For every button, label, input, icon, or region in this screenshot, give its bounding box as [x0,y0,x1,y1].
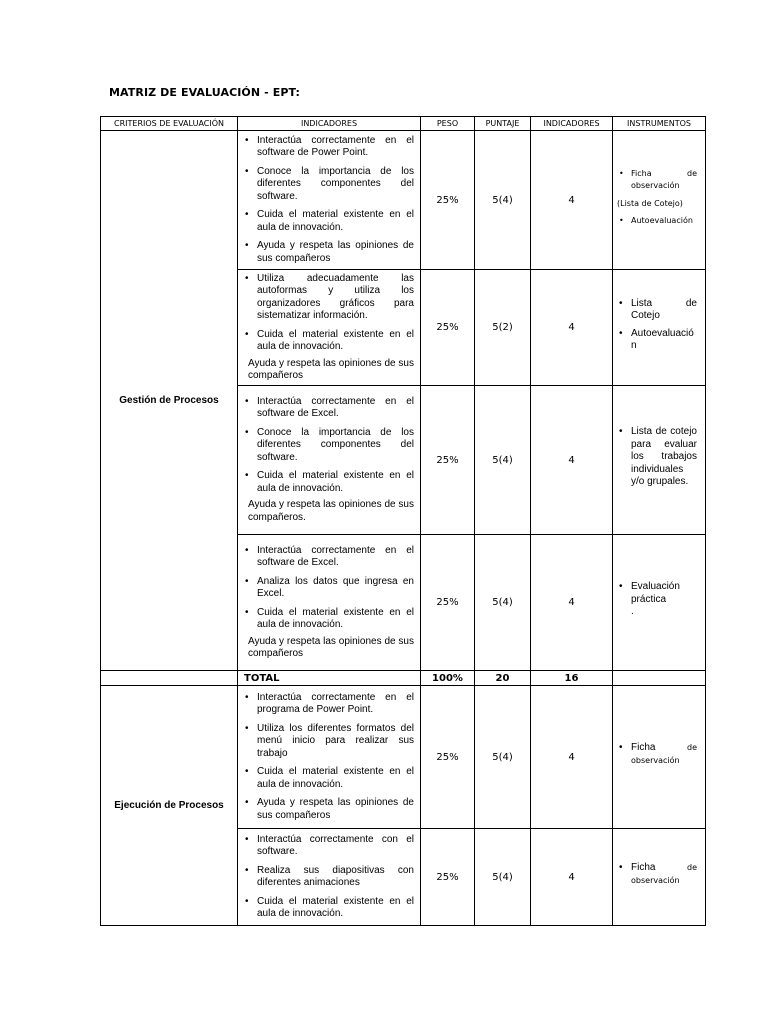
instrument-word: • Autoevaluació [631,327,694,339]
instruments-cell [613,535,706,671]
instrument-note: (Lista de Cotejo) [617,198,683,208]
indicator-item: • Interactúa correctamente en el software de Excel. [242,545,414,570]
indicator-item: • Cuida el material existente en el aula de innovación. [242,766,414,791]
instruments-cell [613,386,706,535]
indicator-item: • Interactúa correctamente con el software. [242,834,414,859]
indicator-plain: Ayuda y respeta las opiniones de sus compañeros [248,635,414,659]
header-peso: PESO [421,117,475,131]
indicator-item: • Cuida el material existente en el aula de innovación. [242,607,414,632]
header-row [101,117,706,131]
peso-cell: 25% [421,686,475,829]
puntaje-cell: 5(4) [475,386,531,535]
instrument-word: • Ficha [631,862,656,873]
puntaje-cell: 5(4) [475,686,531,829]
indicator-cell [238,386,421,535]
indicadores-cell: 4 [531,686,613,829]
instrument-item [617,581,697,619]
indicator-item: • Ayuda y respeta las opiniones de sus compañeros [242,797,414,822]
instrument-word: • Lista [631,297,653,309]
total-peso: 100% [421,671,475,686]
header-puntaje: PUNTAJE [475,117,531,131]
indicator-item: • Cuida el material existente en el aula de innovación. [242,470,414,495]
instrument-word: de [687,168,697,178]
instrument-item [617,742,697,767]
indicator-item: • Cuida el material existente en el aula de innovación. [242,329,414,354]
instrument-item [617,298,697,323]
criterion-ejecucion: Ejecución de Procesos [101,686,238,926]
indicator-item: • Analiza los datos que ingresa en Excel. [242,576,414,601]
indicadores-cell: 4 [531,829,613,926]
instrument-word: . [631,606,634,618]
criterion-gestion: Gestión de Procesos [101,131,238,671]
indicator-item: • Interactúa correctamente en el programa de Power Point. [242,692,414,717]
instrument-word: de [685,297,697,309]
indicator-cell [238,131,421,270]
table-row [101,131,706,270]
instrument-word: • Ficha [631,742,656,753]
indicator-cell [238,829,421,926]
indicator-item: • Cuida el material existente en el aula de innovación. [242,209,414,234]
header-indicadores: INDICADORES [238,117,421,131]
peso-cell: 25% [421,829,475,926]
indicator-item: • Utiliza adecuadamente las autoformas y utiliza los organizadores gráficos para sistematizar información. [242,273,414,323]
instrument-item [617,168,697,193]
indicator-item: • Conoce la importancia de los diferentes componentes del software. [242,166,414,204]
indicator-plain: Ayuda y respeta las opiniones de sus compañeros [248,357,414,381]
instrument-item: • Autoevaluación [617,215,697,228]
instrument-item [617,862,697,887]
indicadores-cell: 4 [531,535,613,671]
table-row [101,686,706,829]
total-puntaje: 20 [475,671,531,686]
peso-cell: 25% [421,386,475,535]
peso-cell: 25% [421,270,475,386]
evaluation-matrix-table [100,116,706,926]
indicator-item: • Utiliza los diferentes formatos del menú inicio para realizar sus trabajo [242,723,414,761]
puntaje-cell: 5(4) [475,535,531,671]
indicator-cell [238,535,421,671]
instruments-cell [613,686,706,829]
instrument-word: de [687,743,697,752]
puntaje-cell: 5(4) [475,829,531,926]
indicator-item: • Realiza sus diapositivas con diferentes animaciones [242,865,414,890]
indicator-item: • Ayuda y respeta las opiniones de sus compañeros [242,240,414,265]
indicator-item: • Interactúa correctamente en el software de Power Point. [242,135,414,160]
indicator-item: • Conoce la importancia de los diferentes componentes del software. [242,427,414,465]
instrument-item: • Lista de cotejo para evaluar los trabajos individuales y/o grupales. [617,426,697,489]
instrument-word: de [687,863,697,872]
total-label: TOTAL [238,671,421,686]
instruments-cell [613,829,706,926]
header-indicadores-count: INDICADORES [531,117,613,131]
instrument-word: n [631,340,637,351]
indicator-plain: Ayuda y respeta las opiniones de sus compañeros. [248,499,414,523]
instrument-word: observación [631,181,680,190]
instrument-word: Cotejo [631,310,660,321]
puntaje-cell: 5(2) [475,270,531,386]
header-instrumentos: INSTRUMENTOS [613,117,706,131]
peso-cell: 25% [421,131,475,270]
total-empty-cell [613,671,706,686]
header-criterios: CRITERIOS DE EVALUACIÓN [101,117,238,131]
instruments-cell [613,131,706,270]
puntaje-cell: 5(4) [475,131,531,270]
indicadores-cell: 4 [531,131,613,270]
indicadores-cell: 4 [531,270,613,386]
document-title: MATRIZ DE EVALUACIÓN - EPT: [109,86,300,99]
indicator-item: • Interactúa correctamente en el software de Excel. [242,396,414,421]
peso-cell: 25% [421,535,475,671]
instruments-cell [613,270,706,386]
indicator-cell [238,686,421,829]
indicadores-cell: 4 [531,386,613,535]
total-indicadores: 16 [531,671,613,686]
total-empty-cell [101,671,238,686]
indicator-item: • Cuida el material existente en el aula de innovación. [242,896,414,921]
instrument-item [617,328,697,353]
instrument-word: • Ficha [631,168,652,178]
indicator-cell [238,270,421,386]
instrument-word: observación [631,755,680,765]
instrument-word: observación [631,875,680,885]
total-row [101,671,706,686]
instrument-word: • Evaluación práctica [631,581,680,605]
